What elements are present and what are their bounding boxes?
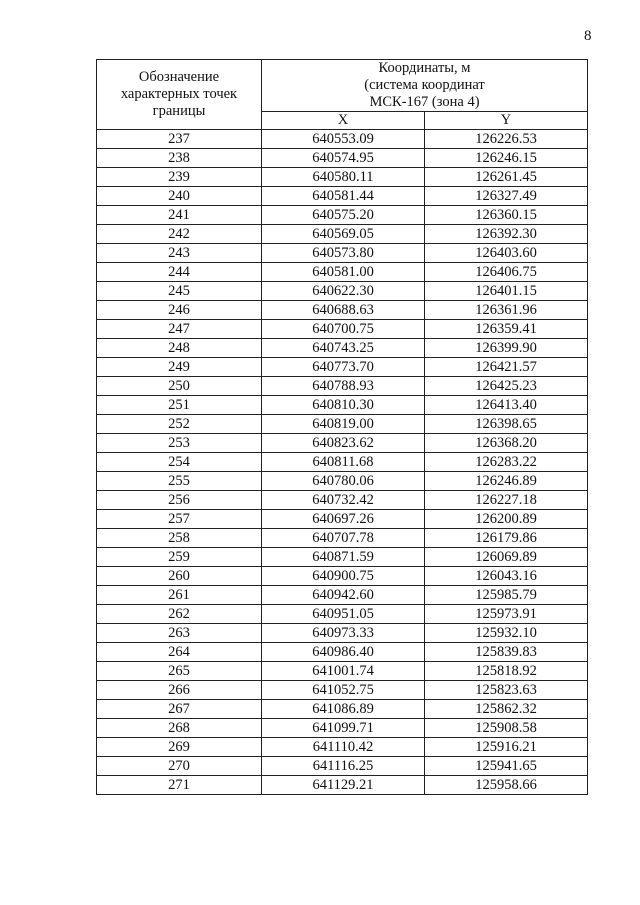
x-cell: 640986.40 [262, 643, 425, 662]
point-cell: 239 [97, 168, 262, 187]
y-cell: 125941.65 [425, 757, 588, 776]
point-column-header [97, 60, 262, 130]
point-cell: 241 [97, 206, 262, 225]
y-cell: 126043.16 [425, 567, 588, 586]
point-cell: 270 [97, 757, 262, 776]
point-header-line-3: границы [152, 103, 206, 119]
point-cell: 242 [97, 225, 262, 244]
table-row [97, 472, 588, 491]
table-row [97, 453, 588, 472]
point-cell: 244 [97, 263, 262, 282]
page-number: 8 [584, 28, 592, 44]
coordinates-table [96, 59, 588, 795]
y-cell: 126368.20 [425, 434, 588, 453]
x-cell: 640811.68 [262, 453, 425, 472]
x-cell: 641086.89 [262, 700, 425, 719]
point-cell: 249 [97, 358, 262, 377]
table-row [97, 700, 588, 719]
table-row [97, 282, 588, 301]
table-row [97, 605, 588, 624]
x-cell: 640900.75 [262, 567, 425, 586]
x-cell: 640573.80 [262, 244, 425, 263]
y-cell: 125823.63 [425, 681, 588, 700]
table-row [97, 643, 588, 662]
table-row [97, 529, 588, 548]
point-cell: 259 [97, 548, 262, 567]
y-cell: 126406.75 [425, 263, 588, 282]
y-cell: 126413.40 [425, 396, 588, 415]
x-cell: 640622.30 [262, 282, 425, 301]
x-cell: 640810.30 [262, 396, 425, 415]
point-cell: 257 [97, 510, 262, 529]
x-cell: 641099.71 [262, 719, 425, 738]
table-row [97, 681, 588, 700]
y-cell: 126069.89 [425, 548, 588, 567]
point-header-line-1: Обозначение [138, 69, 220, 85]
point-cell: 246 [97, 301, 262, 320]
table-row [97, 377, 588, 396]
table-row [97, 263, 588, 282]
y-cell: 126360.15 [425, 206, 588, 225]
y-cell: 126398.65 [425, 415, 588, 434]
x-cell: 640732.42 [262, 491, 425, 510]
x-cell: 640780.06 [262, 472, 425, 491]
coords-header-line-1: Координаты, м [378, 60, 471, 76]
x-cell: 640773.70 [262, 358, 425, 377]
x-cell: 641110.42 [262, 738, 425, 757]
point-cell: 268 [97, 719, 262, 738]
point-cell: 260 [97, 567, 262, 586]
x-cell: 640697.26 [262, 510, 425, 529]
x-cell: 640973.33 [262, 624, 425, 643]
table-row [97, 510, 588, 529]
table-row [97, 396, 588, 415]
coords-header-line-2: (система координат [364, 77, 485, 93]
point-cell: 271 [97, 776, 262, 795]
table-row [97, 206, 588, 225]
point-cell: 264 [97, 643, 262, 662]
y-cell: 126179.86 [425, 529, 588, 548]
point-header-line-2: характерных точек [120, 86, 238, 102]
point-cell: 255 [97, 472, 262, 491]
y-cell: 125839.83 [425, 643, 588, 662]
y-cell: 126392.30 [425, 225, 588, 244]
point-cell: 262 [97, 605, 262, 624]
coordinates-column-header [262, 60, 588, 112]
y-cell: 126246.89 [425, 472, 588, 491]
table-row [97, 149, 588, 168]
table-header-row [97, 60, 588, 112]
y-cell: 126226.53 [425, 130, 588, 149]
point-cell: 240 [97, 187, 262, 206]
point-cell: 237 [97, 130, 262, 149]
table-body [97, 130, 588, 795]
y-cell: 126200.89 [425, 510, 588, 529]
y-cell: 126246.15 [425, 149, 588, 168]
table-row [97, 719, 588, 738]
point-cell: 261 [97, 586, 262, 605]
table-row [97, 624, 588, 643]
x-cell: 640688.63 [262, 301, 425, 320]
table-row [97, 225, 588, 244]
point-cell: 258 [97, 529, 262, 548]
y-cell: 126327.49 [425, 187, 588, 206]
y-cell: 125958.66 [425, 776, 588, 795]
point-cell: 265 [97, 662, 262, 681]
x-cell: 640553.09 [262, 130, 425, 149]
point-cell: 251 [97, 396, 262, 415]
table-row [97, 434, 588, 453]
table-row [97, 358, 588, 377]
x-cell: 641116.25 [262, 757, 425, 776]
y-cell: 125932.10 [425, 624, 588, 643]
y-cell: 125916.21 [425, 738, 588, 757]
table-row [97, 415, 588, 434]
y-cell: 125973.91 [425, 605, 588, 624]
y-cell: 125818.92 [425, 662, 588, 681]
table-row [97, 130, 588, 149]
table-row [97, 168, 588, 187]
table-row [97, 548, 588, 567]
table-row [97, 491, 588, 510]
y-cell: 125908.58 [425, 719, 588, 738]
y-cell: 126403.60 [425, 244, 588, 263]
table-row [97, 586, 588, 605]
point-cell: 252 [97, 415, 262, 434]
point-cell: 269 [97, 738, 262, 757]
x-cell: 641052.75 [262, 681, 425, 700]
y-cell: 126425.23 [425, 377, 588, 396]
x-cell: 640823.62 [262, 434, 425, 453]
y-cell: 126261.45 [425, 168, 588, 187]
table-row [97, 662, 588, 681]
x-column-header: X [262, 112, 425, 130]
x-cell: 640700.75 [262, 320, 425, 339]
table-row [97, 244, 588, 263]
x-cell: 640743.25 [262, 339, 425, 358]
y-cell: 125985.79 [425, 586, 588, 605]
point-cell: 247 [97, 320, 262, 339]
x-cell: 640788.93 [262, 377, 425, 396]
x-cell: 641001.74 [262, 662, 425, 681]
x-cell: 640707.78 [262, 529, 425, 548]
x-cell: 640580.11 [262, 168, 425, 187]
x-cell: 640569.05 [262, 225, 425, 244]
x-cell: 640581.44 [262, 187, 425, 206]
y-cell: 126227.18 [425, 491, 588, 510]
y-cell: 126399.90 [425, 339, 588, 358]
point-cell: 248 [97, 339, 262, 358]
point-cell: 243 [97, 244, 262, 263]
y-cell: 126359.41 [425, 320, 588, 339]
table-row [97, 320, 588, 339]
y-cell: 126421.57 [425, 358, 588, 377]
point-cell: 266 [97, 681, 262, 700]
table-row [97, 567, 588, 586]
x-cell: 640951.05 [262, 605, 425, 624]
y-cell: 126401.15 [425, 282, 588, 301]
point-cell: 238 [97, 149, 262, 168]
table-row [97, 757, 588, 776]
x-cell: 640575.20 [262, 206, 425, 225]
table-row [97, 738, 588, 757]
point-cell: 250 [97, 377, 262, 396]
x-cell: 640819.00 [262, 415, 425, 434]
y-cell: 126361.96 [425, 301, 588, 320]
x-cell: 640574.95 [262, 149, 425, 168]
point-cell: 267 [97, 700, 262, 719]
x-cell: 641129.21 [262, 776, 425, 795]
table-row [97, 339, 588, 358]
y-cell: 125862.32 [425, 700, 588, 719]
table-row [97, 301, 588, 320]
x-cell: 640942.60 [262, 586, 425, 605]
table-row [97, 187, 588, 206]
y-cell: 126283.22 [425, 453, 588, 472]
coords-header-line-3: МСК-167 (зона 4) [369, 94, 480, 110]
point-cell: 254 [97, 453, 262, 472]
x-cell: 640581.00 [262, 263, 425, 282]
table-row [97, 776, 588, 795]
point-cell: 245 [97, 282, 262, 301]
point-cell: 253 [97, 434, 262, 453]
x-cell: 640871.59 [262, 548, 425, 567]
point-cell: 263 [97, 624, 262, 643]
point-cell: 256 [97, 491, 262, 510]
y-column-header: Y [425, 112, 588, 130]
